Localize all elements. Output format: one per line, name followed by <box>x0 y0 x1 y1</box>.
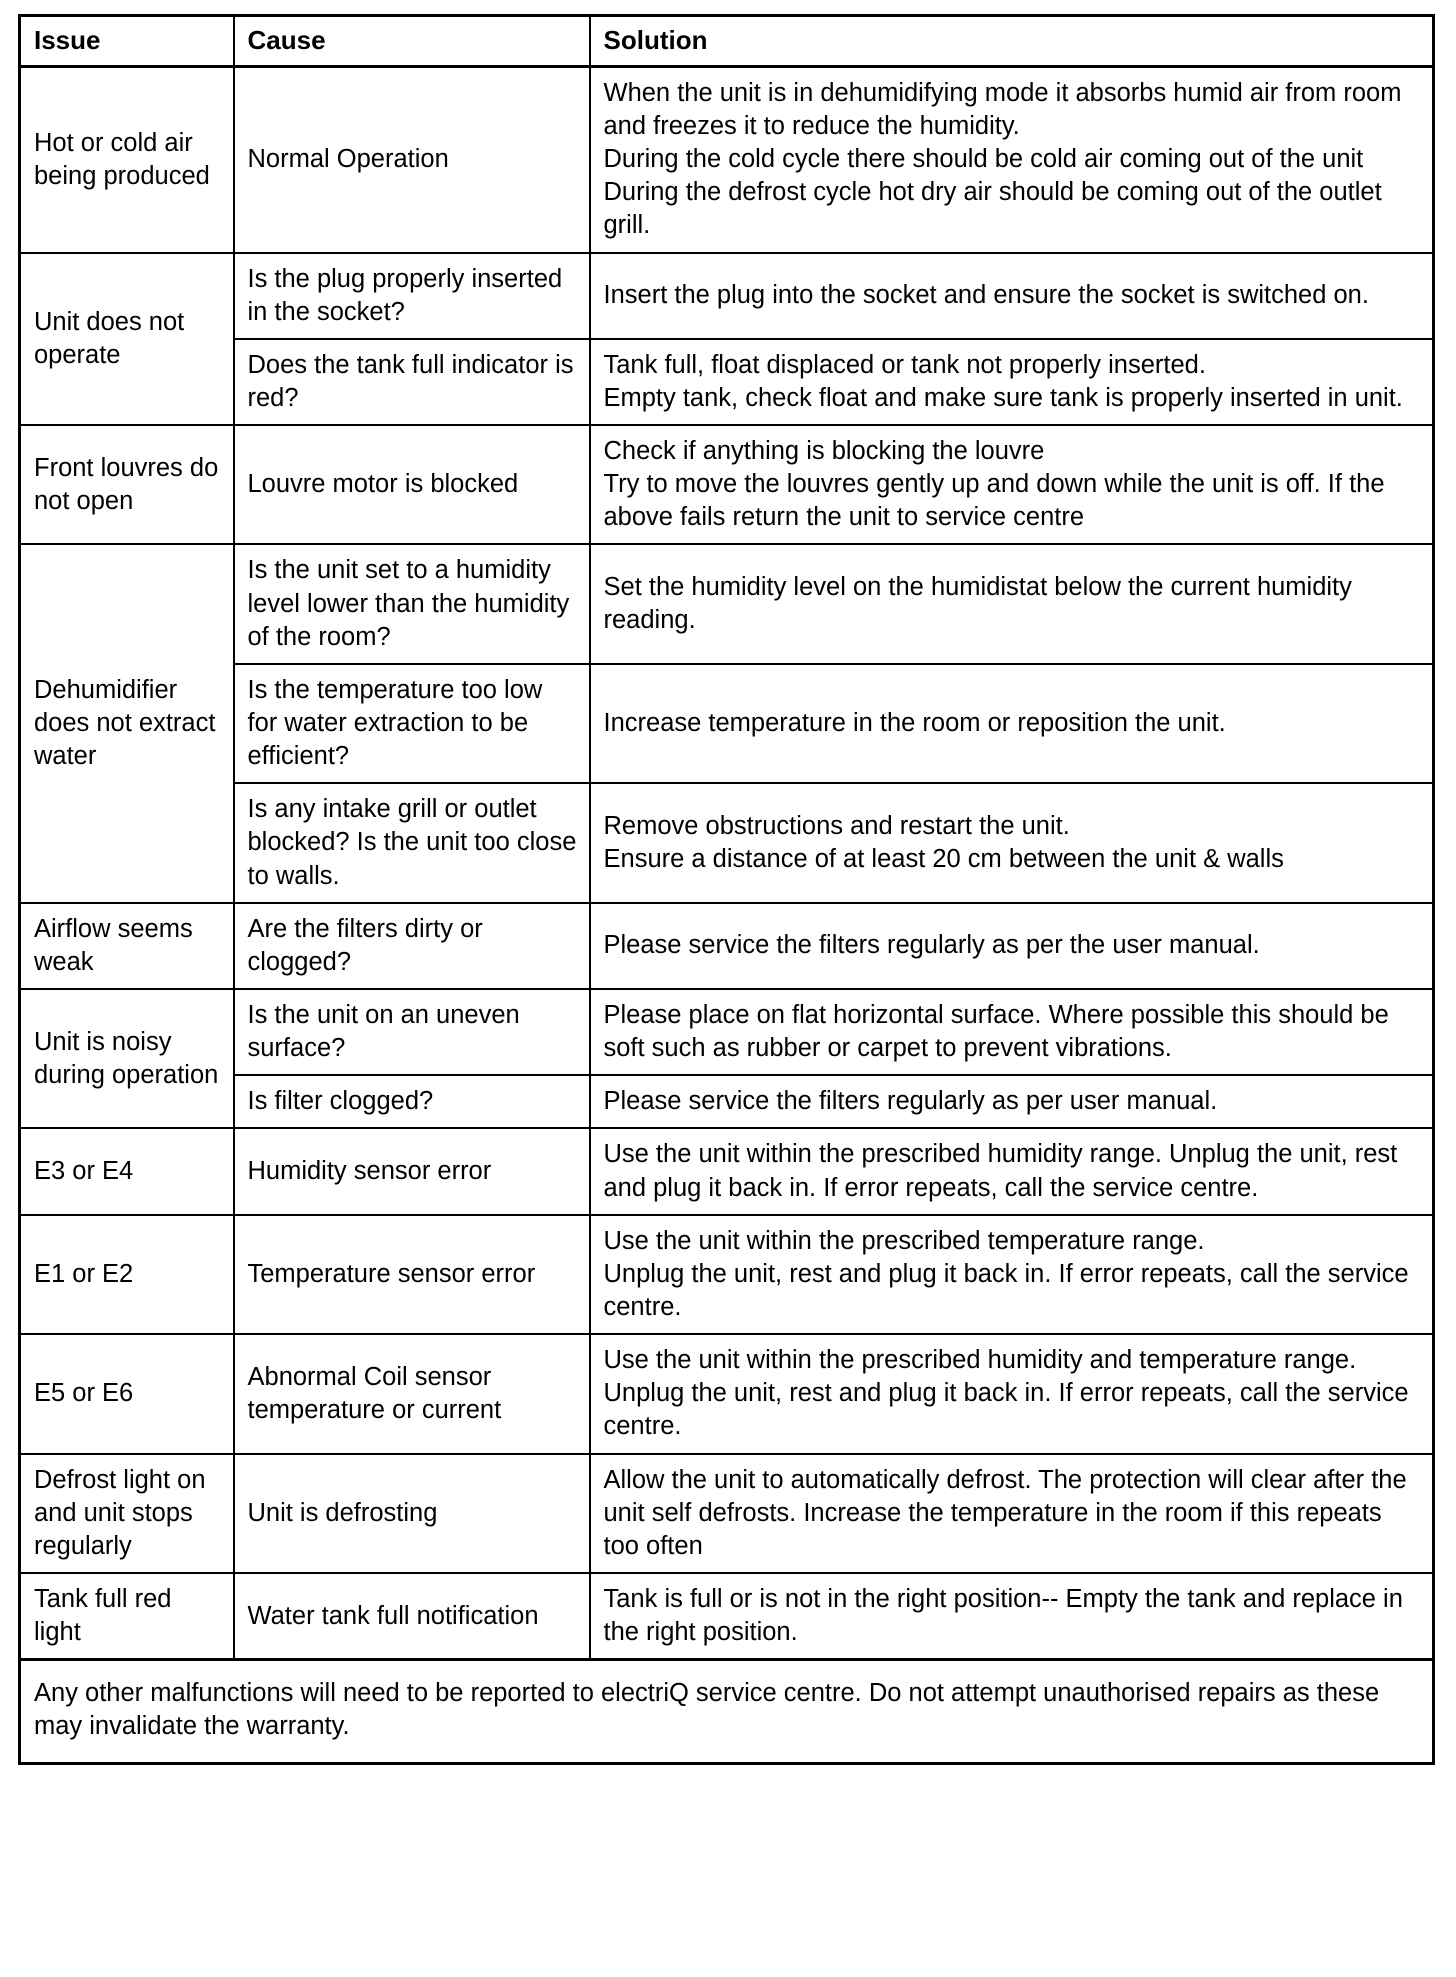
issue-cell: Dehumidifier does not extract water <box>20 544 234 902</box>
column-header-solution: Solution <box>590 16 1434 67</box>
solution-line: Set the humidity level on the humidistat below the current humidity reading. <box>603 573 1352 635</box>
cause-cell: Water tank full notification <box>234 1573 590 1660</box>
cause-cell: Louvre motor is blocked <box>234 425 590 544</box>
table-row <box>20 1334 1434 1453</box>
solution-cell <box>590 66 1434 252</box>
solution-line: Please service the filters regularly as per user manual. <box>603 1087 1218 1116</box>
solution-line: Use the unit within the prescribed humidity and temperature range. Unplug the unit, rest and plug it back in. If error repeats, call the service centre. <box>603 1346 1409 1441</box>
cause-cell: Is the plug properly inserted in the socket? <box>234 253 590 339</box>
issue-cell: Hot or cold air being produced <box>20 66 234 252</box>
column-header-cause: Cause <box>234 16 590 67</box>
solution-cell <box>590 664 1434 783</box>
issue-cell: Tank full red light <box>20 1573 234 1660</box>
solution-line: Ensure a distance of at least 20 cm between the unit & walls <box>603 845 1284 874</box>
footer-note-row <box>20 1660 1434 1763</box>
solution-cell <box>590 1334 1434 1453</box>
issue-cell: E1 or E2 <box>20 1215 234 1334</box>
issue-cell: E5 or E6 <box>20 1334 234 1453</box>
solution-cell <box>590 339 1434 425</box>
solution-line: Use the unit within the prescribed temperature range. <box>603 1226 1205 1255</box>
solution-cell <box>590 1128 1434 1214</box>
table-row <box>20 425 1434 544</box>
troubleshooting-table <box>18 14 1435 1765</box>
solution-line: Unplug the unit, rest and plug it back in. If error repeats, call the service centre. <box>603 1259 1409 1322</box>
solution-cell <box>590 903 1434 989</box>
solution-line: Increase temperature in the room or reposition the unit. <box>603 709 1226 738</box>
solution-line: Please place on flat horizontal surface. Where possible this should be soft such as rubber or carpet to prevent vibrations. <box>603 1001 1389 1063</box>
solution-line: Allow the unit to automatically defrost. The protection will clear after the unit self defrosts. Increase the temperature in the room if this repeats too often <box>603 1465 1407 1560</box>
cause-cell: Does the tank full indicator is red? <box>234 339 590 425</box>
footer-note: Any other malfunctions will need to be reported to electriQ service centre. Do not attempt unauthorised repairs as these may invalidate the warranty. <box>20 1660 1434 1763</box>
solution-line: Try to move the louvres gently up and down while the unit is off. If the above fails return the unit to service centre <box>603 470 1385 532</box>
solution-cell <box>590 425 1434 544</box>
table-row <box>20 1454 1434 1573</box>
cause-cell: Is the unit set to a humidity level lower than the humidity of the room? <box>234 544 590 663</box>
table-row <box>20 903 1434 989</box>
solution-line: Use the unit within the prescribed humidity range. Unplug the unit, rest and plug it back in. If error repeats, call the service centre. <box>603 1140 1398 1202</box>
cause-cell: Is the temperature too low for water extraction to be efficient? <box>234 664 590 783</box>
cause-cell: Temperature sensor error <box>234 1215 590 1334</box>
solution-line: Tank full, float displaced or tank not properly inserted. <box>603 350 1206 379</box>
table-header <box>20 16 1434 67</box>
cause-cell: Abnormal Coil sensor temperature or current <box>234 1334 590 1453</box>
solution-line: Check if anything is blocking the louvre <box>603 437 1045 466</box>
issue-cell: E3 or E4 <box>20 1128 234 1214</box>
solution-cell <box>590 1454 1434 1573</box>
solution-cell <box>590 1573 1434 1660</box>
table-body <box>20 66 1434 1763</box>
cause-cell: Normal Operation <box>234 66 590 252</box>
solution-line: When the unit is in dehumidifying mode it absorbs humid air from room and freezes it to reduce the humidity. <box>603 78 1402 140</box>
cause-cell: Unit is defrosting <box>234 1454 590 1573</box>
table-row <box>20 544 1434 663</box>
table-row <box>20 1128 1434 1214</box>
issue-cell: Defrost light on and unit stops regularly <box>20 1454 234 1573</box>
issue-cell: Unit does not operate <box>20 253 234 426</box>
cause-cell: Humidity sensor error <box>234 1128 590 1214</box>
cause-cell: Is the unit on an uneven surface? <box>234 989 590 1075</box>
table-row <box>20 253 1434 339</box>
issue-cell: Airflow seems weak <box>20 903 234 989</box>
solution-cell <box>590 1075 1434 1128</box>
issue-cell: Front louvres do not open <box>20 425 234 544</box>
solution-line: During the cold cycle there should be cold air coming out of the unit During the defrost cycle hot dry air should be coming out of the outlet grill. <box>603 145 1382 240</box>
cause-cell: Is filter clogged? <box>234 1075 590 1128</box>
cause-cell: Is any intake grill or outlet blocked? Is the unit too close to walls. <box>234 783 590 902</box>
table-row <box>20 66 1434 252</box>
solution-cell <box>590 253 1434 339</box>
issue-cell: Unit is noisy during operation <box>20 989 234 1128</box>
table-row <box>20 1573 1434 1660</box>
solution-cell <box>590 783 1434 902</box>
solution-line: Tank is full or is not in the right position-- Empty the tank and replace in the right position. <box>603 1585 1403 1647</box>
solution-cell <box>590 1215 1434 1334</box>
solution-line: Remove obstructions and restart the unit. <box>603 811 1070 840</box>
cause-cell: Are the filters dirty or clogged? <box>234 903 590 989</box>
header-row <box>20 16 1434 67</box>
solution-line: Insert the plug into the socket and ensure the socket is switched on. <box>603 281 1369 310</box>
solution-line: Please service the filters regularly as per the user manual. <box>603 931 1260 960</box>
solution-cell <box>590 989 1434 1075</box>
table-row <box>20 989 1434 1075</box>
column-header-issue: Issue <box>20 16 234 67</box>
solution-line: Empty tank, check float and make sure tank is properly inserted in unit. <box>603 383 1403 412</box>
solution-cell <box>590 544 1434 663</box>
table-row <box>20 1215 1434 1334</box>
